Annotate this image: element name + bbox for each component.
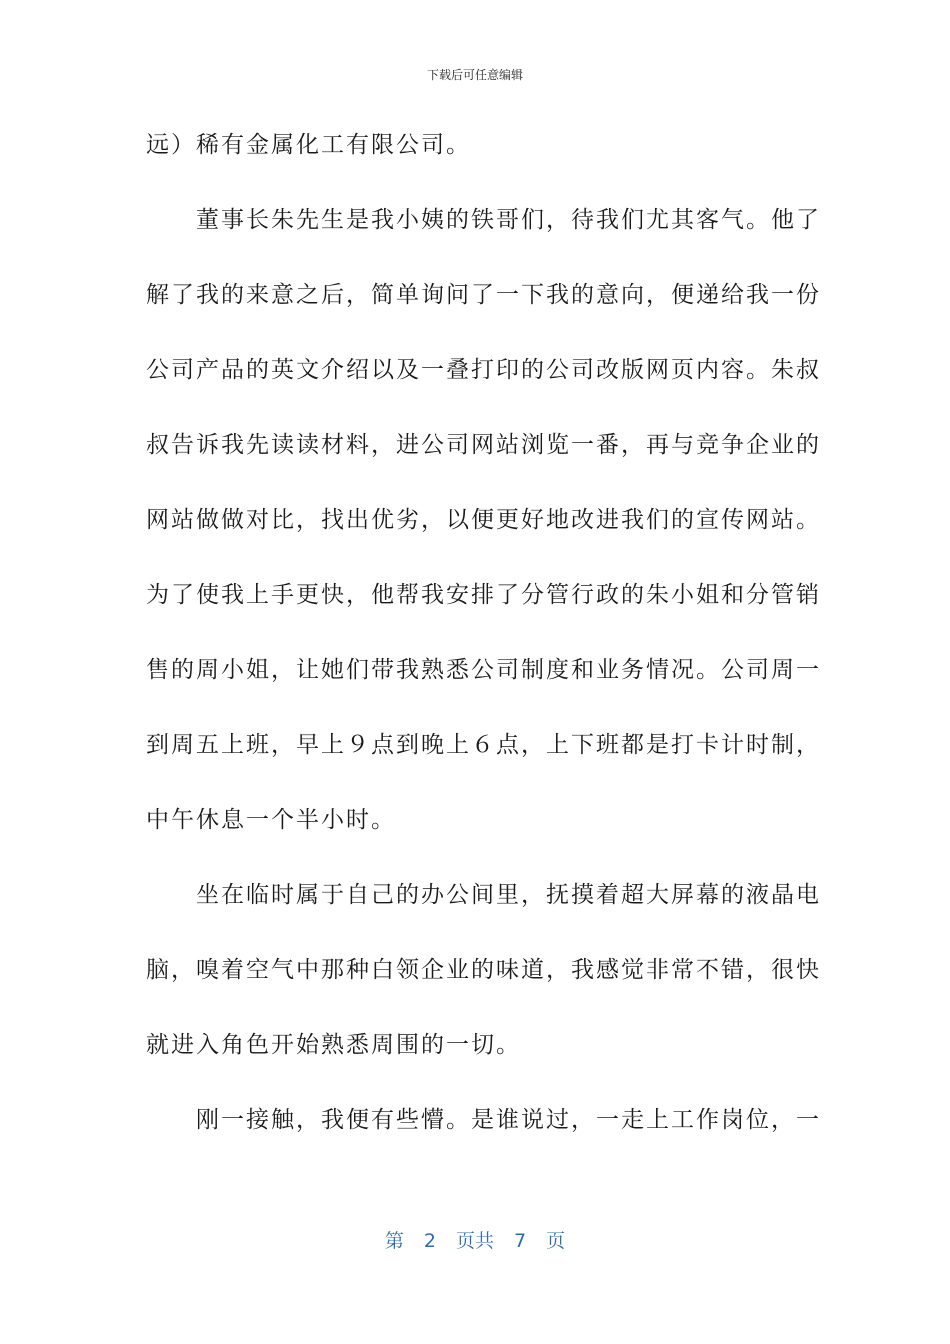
text-line: 董事长朱先生是我小姨的铁哥们，待我们尤其客气。他了 <box>146 207 821 233</box>
text-line: 中午休息一个半小时。 <box>146 807 396 833</box>
text-line: 为了使我上手更快，他帮我安排了分管行政的朱小姐和分管销 <box>146 582 821 608</box>
text-line: 公司产品的英文介绍以及一叠打印的公司改版网页内容。朱叔 <box>146 357 821 383</box>
text-line: 就进入角色开始熟悉周围的一切。 <box>146 1032 521 1058</box>
text-line: 脑，嗅着空气中那种白领企业的味道，我感觉非常不错，很快 <box>146 957 821 983</box>
page-number-label: 第 2 页共 7 页 <box>384 1230 566 1252</box>
text-line: 网站做做对比，找出优劣，以便更好地改进我们的宣传网站。 <box>146 507 821 533</box>
text-line: 刚一接触，我便有些懵。是谁说过，一走上工作岗位，一 <box>146 1107 821 1133</box>
text-line: 远）稀有金属化工有限公司。 <box>146 132 471 158</box>
text-line: 坐在临时属于自己的办公间里，抚摸着超大屏幕的液晶电 <box>146 882 821 908</box>
text-line: 解了我的来意之后，简单询问了一下我的意向，便递给我一份 <box>146 282 821 308</box>
page-header: 下载后可任意编辑 <box>426 68 523 82</box>
text-line: 叔告诉我先读读材料，进公司网站浏览一番，再与竞争企业的 <box>146 432 821 458</box>
text-line: 到周五上班，早上９点到晚上６点，上下班都是打卡计时制， <box>146 732 821 758</box>
page-footer <box>0 1226 950 1253</box>
text-line: 售的周小姐，让她们带我熟悉公司制度和业务情况。公司周一 <box>146 657 821 683</box>
